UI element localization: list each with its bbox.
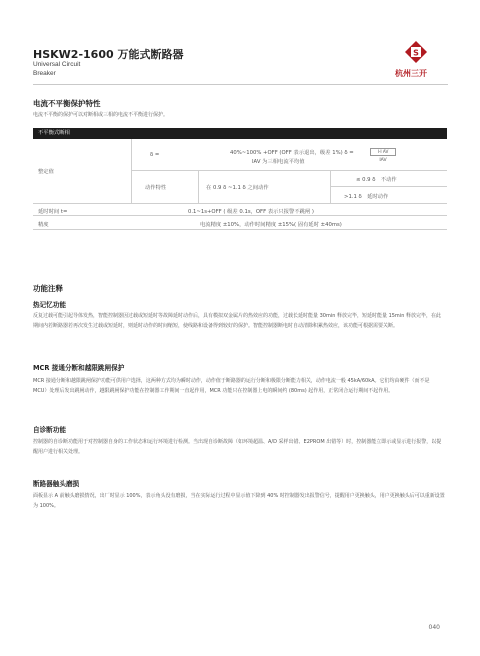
page-number: 040 [428,624,440,631]
table-line [198,170,199,203]
setting-label: 整定值 [38,169,54,175]
page-title: HSKW2-1600 万能式断路器 [33,48,184,61]
formula-numerator: I-I AV [370,148,396,156]
subtitle-en-2: Breaker [33,70,56,77]
table-line [131,170,447,171]
table-line [131,139,132,203]
unbalance-intro: 电流不平衡的保护可以对断相或三相的电流不平衡进行保护。 [33,112,169,118]
section-heading-unbalance: 电流不平衡保护特性 [33,99,101,108]
header-divider [33,84,448,85]
brand-name: 杭州三开 [395,69,427,78]
accuracy-value: 电流精度 ±10%，动作时间精度 ±15%( 固有延时 ±40ms) [200,222,342,228]
mcr-heading: MCR 接通分断和越限跳闸保护 [33,364,125,372]
brand-logo-icon [404,40,428,64]
contact-text: 面板显示 A 前触头磨损情况，出厂时显示 100%，表示角头没有磨损，当在实际运行过程中显示值下降到 40% 时控制器发出报警信号，提醒用户更换触头，用户更换触头后可以重新设置为 100%。 [33,493,445,509]
table-header: 不平衡式断相 [33,128,447,139]
svg-text:S: S [413,48,419,58]
thermal-text: 反复过载可能引起导体发热，智能控制器因过载或短延时等故障延时动作后，具有模拟双金属片的热效应的功能，过载长延时能量 30min 释放完毕，短延时能量 15min 释放完毕，在此期间内若断路器若再次发生过载或短延时，则延时动作的时间缩短，使线路和设备得到较好的保护。智能控制器断电时自动清除积累热效应，该功能可根据需要关断。 [33,313,441,329]
selfdiag-text: 控制器的自诊断功能用于对控制器自身的工作状态和运行环境进行检测。当出现自诊断故障（如环境超温、A/D 采样出错、E2PROM 出错等）时，控制器能立即示或显示进行报警，以提醒用户进行相关处理。 [33,439,442,455]
action-label: 动作特性 [145,185,167,191]
accuracy-label: 精度 [38,222,49,228]
action-range: 在 0.9 δ ~1.1 δ 之间动作 [206,185,269,191]
delay-action-rule: >1.1 δ 延时动作 [344,194,389,200]
formula-denominator: IAV [379,158,387,163]
contact-heading: 断路器触头磨损 [33,480,80,488]
section-heading-notes: 功能注释 [33,284,63,293]
formula-main: 40%~100% +OFF (OFF 表示退出，级差 1%) δ = [230,150,354,156]
delay-value: 0.1~1s+OFF ( 级差 0.1s，OFF 表示只报警不跳闸 ) [188,209,314,215]
table-line [330,186,447,187]
delta-label: δ = [150,152,160,158]
mcr-text: MCR 接通分断和越限跳闸保护功能可供用户选择，这两种方式均为瞬时动作，动作值于断路器的运行分断和极限分断能力相关，动作电流一般 45kA/60kA。它们均由硬件（而不是 MCU）处理后发出跳闸动作，越限跳闸保护功能在控制器工作期间一直起作用，MCR 功能只在控制器上电的瞬间约 (80ms) 起作用，正常闭合运行期间不起作用。 [33,378,430,394]
formula-note: IAV 为三相电流平均值 [252,159,305,165]
subtitle-en-1: Universal Circuit [33,61,81,68]
thermal-heading: 热记忆功能 [33,301,66,309]
no-action-rule: ≤ 0.9 δ 不动作 [356,177,397,183]
table-line [33,229,447,230]
table-line [330,170,331,203]
selfdiag-heading: 自诊断功能 [33,426,66,434]
table-line [33,215,447,216]
delay-label: 延时时间 t= [38,209,68,215]
table-line [33,203,447,204]
